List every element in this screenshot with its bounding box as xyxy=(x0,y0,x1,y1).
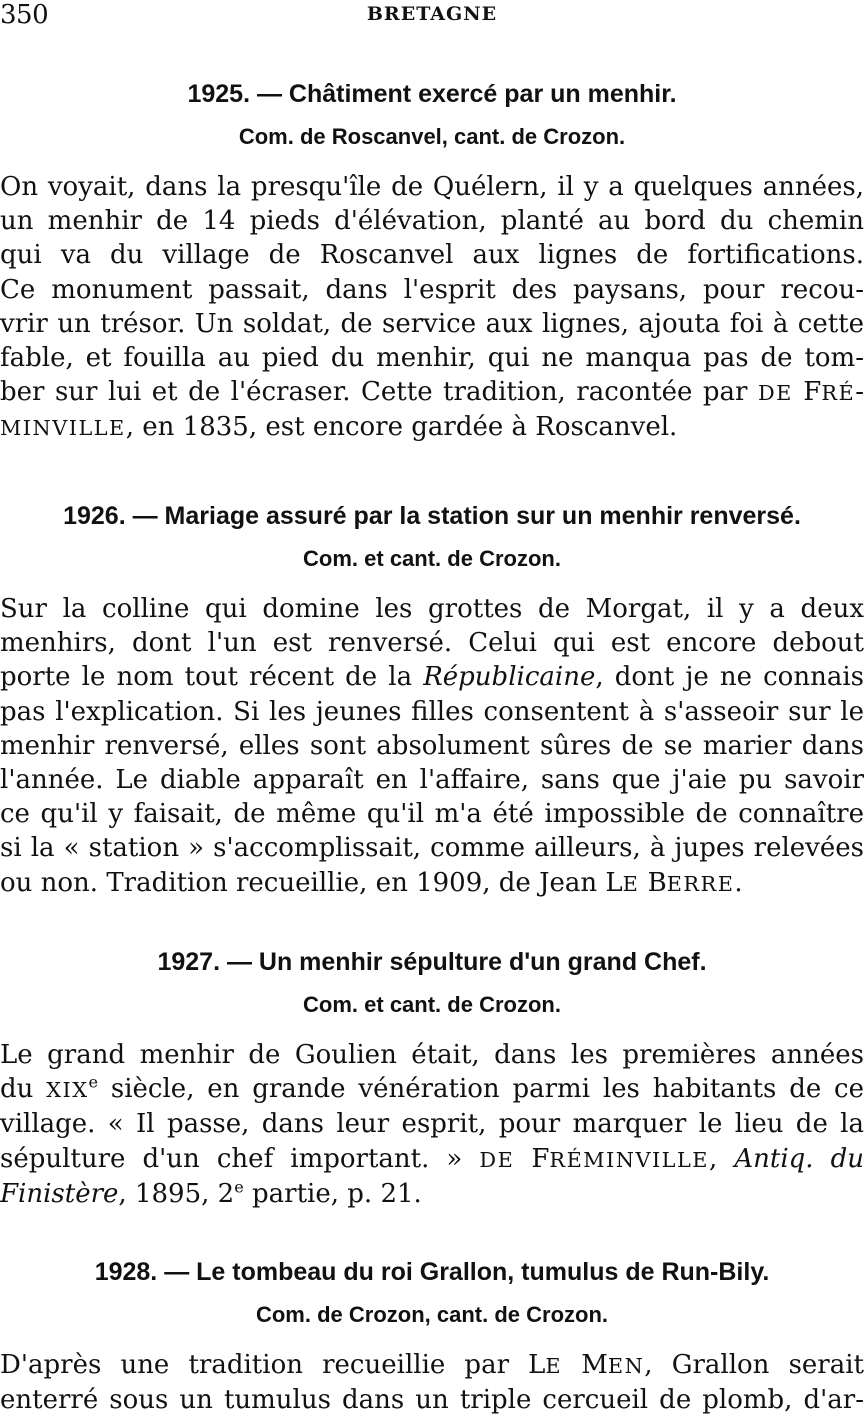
text-line: fable, et fouilla au pied du menhir, qui ne manqua pas de tom- xyxy=(0,343,864,374)
text-line: pas l'explication. Si les jeunes filles consentent à s'asseoir sur le xyxy=(0,696,864,727)
text-line: Sur la colline qui domine les grottes de Morgat, il y a deux xyxy=(0,594,864,624)
entry-title: 1926. — Mariage assuré par la station sur un menhir renversé. xyxy=(63,502,801,530)
entry-title: 1928. — Le tombeau du roi Grallon, tumulus de Run-Bily. xyxy=(94,1258,770,1286)
text-line: qui va du village de Roscanvel aux lignes de fortifications. xyxy=(0,240,864,271)
text-line: du XIXe siècle, en grande vénération parmi les habitants de ce xyxy=(0,1072,864,1105)
entry-text xyxy=(0,170,864,446)
text-line: si la « station » s'accomplissait, comme ailleurs, à jupes relevées xyxy=(0,833,864,864)
text-line: On voyait, dans la presqu'île de Quélern, il y a quelques années, xyxy=(0,172,864,202)
text-line: enterré sous un tumulus dans un triple cercueil de plomb, d'ar- xyxy=(0,1385,864,1416)
text-line: D'après une tradition recueillie par LE MEN, Grallon serait xyxy=(0,1350,864,1380)
text-line: ce qu'il y faisait, de même qu'il m'a été impossible de connaître xyxy=(0,799,864,830)
entry-text xyxy=(0,1348,864,1417)
entry-title: 1925. — Châtiment exercé par un menhir. xyxy=(187,80,677,108)
entry-text xyxy=(0,592,864,901)
text-line: menhirs, dont l'un est renversé. Celui qui est encore debout xyxy=(0,628,864,659)
text-line: village. « Il passe, dans leur esprit, pour marquer le lieu de la xyxy=(0,1109,864,1140)
entry-place: Com. de Roscanvel, cant. de Crozon. xyxy=(238,124,626,149)
page-number: 350 xyxy=(0,0,49,30)
text-line: ber sur lui et de l'écraser. Cette tradition, racontée par DE FRÉ- xyxy=(0,377,864,408)
text-line: menhir renversé, elles sont absolument sûres de se marier dans xyxy=(0,730,864,761)
entry-place: Com. de Crozon, cant. de Crozon. xyxy=(255,1302,608,1327)
text-line: un menhir de 14 pieds d'élévation, planté au bord du chemin xyxy=(0,206,864,237)
entry-title: 1927. — Un menhir sépulture d'un grand Chef. xyxy=(157,948,707,976)
entry-text xyxy=(0,1038,864,1211)
entry-place: Com. et cant. de Crozon. xyxy=(303,992,561,1017)
text-line: Ce monument passait, dans l'esprit des paysans, pour recou- xyxy=(0,274,864,305)
entry-1925 xyxy=(0,78,864,446)
page-header xyxy=(0,0,864,32)
entry-1926 xyxy=(0,500,864,901)
entry-1927 xyxy=(0,946,864,1211)
text-line: l'année. Le diable apparaît en l'affaire, sans que j'aie pu savoir xyxy=(0,765,864,796)
text-line: vrir un trésor. Un soldat, de service aux lignes, ajouta foi à cette xyxy=(0,308,864,339)
text-line: Finistère, 1895, 2e partie, p. 21. xyxy=(0,1177,422,1209)
text-line: ou non. Tradition recueillie, en 1909, de Jean LE BERRE. xyxy=(0,867,743,898)
entry-1928 xyxy=(0,1256,864,1417)
running-head: BRETAGNE xyxy=(366,3,498,25)
text-line: MINVILLE, en 1835, est encore gardée à Roscanvel. xyxy=(0,412,678,443)
text-line: sépulture d'un chef important. » DE FRÉMINVILLE, Antiq. du xyxy=(0,1143,864,1174)
text-line: Le grand menhir de Goulien était, dans les premières années xyxy=(0,1040,864,1070)
entry-place: Com. et cant. de Crozon. xyxy=(303,546,561,571)
text-line: porte le nom tout récent de la Républicaine, dont je ne connais xyxy=(0,662,864,693)
